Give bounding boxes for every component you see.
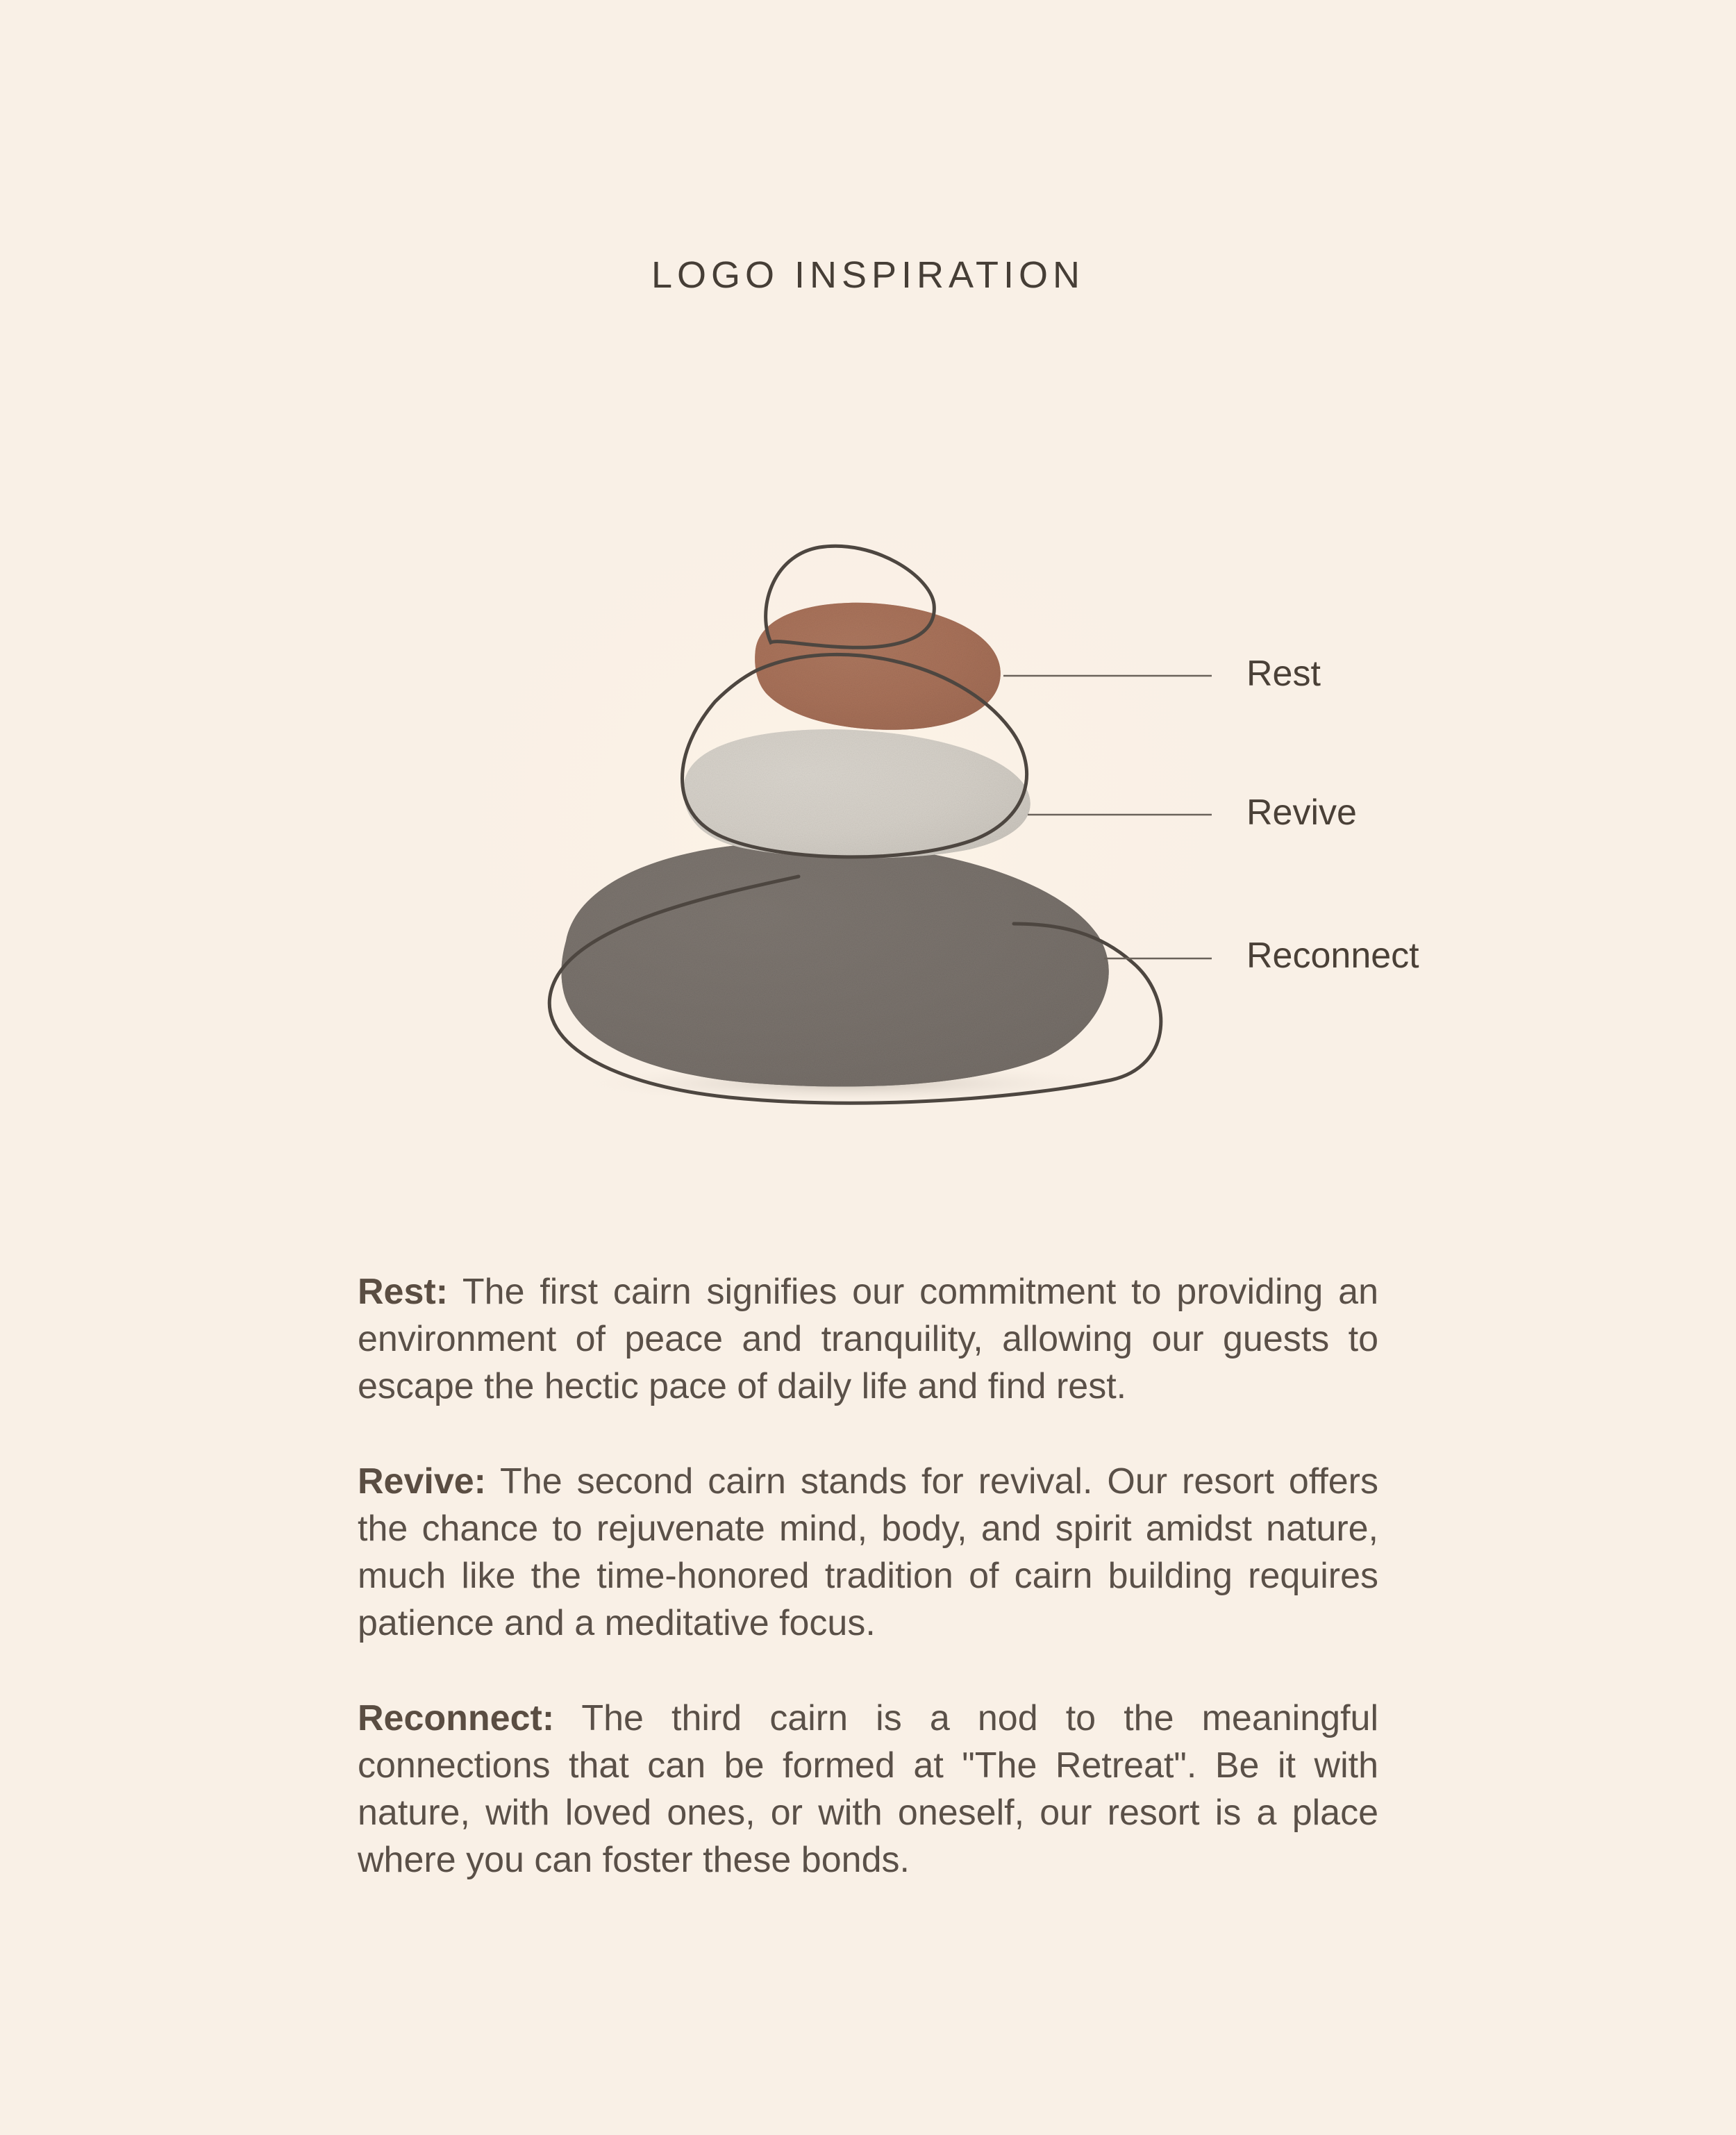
label-revive: Revive [1246, 792, 1357, 833]
label-reconnect: Reconnect [1246, 936, 1419, 976]
description-rest [358, 1268, 1378, 1410]
description-reconnect [358, 1695, 1378, 1884]
page-title: LOGO INSPIRATION [651, 254, 1085, 296]
description-term: Rest: [358, 1272, 449, 1312]
description-revive [358, 1458, 1378, 1647]
description-term: Reconnect: [358, 1698, 555, 1738]
description-text: The second cairn stands for revival. Our resort offers the chance to rejuvenate mind, body, and spirit amidst nature, much like the time-honored tradition of cairn building requires patience and a meditative focus. [358, 1461, 1378, 1643]
description-text: The third cairn is a nod to the meaningful connections that can be formed at "The Retreat". Be it with nature, with loved ones, or with oneself, our resort is a place where you can foster these bonds. [358, 1698, 1378, 1880]
label-rest: Rest [1246, 654, 1321, 694]
description-text: The first cairn signifies our commitment to providing an environment of peace and tranquility, allowing our guests to escape the hectic pace of daily life and find rest. [358, 1272, 1378, 1406]
description-term: Revive: [358, 1461, 486, 1502]
